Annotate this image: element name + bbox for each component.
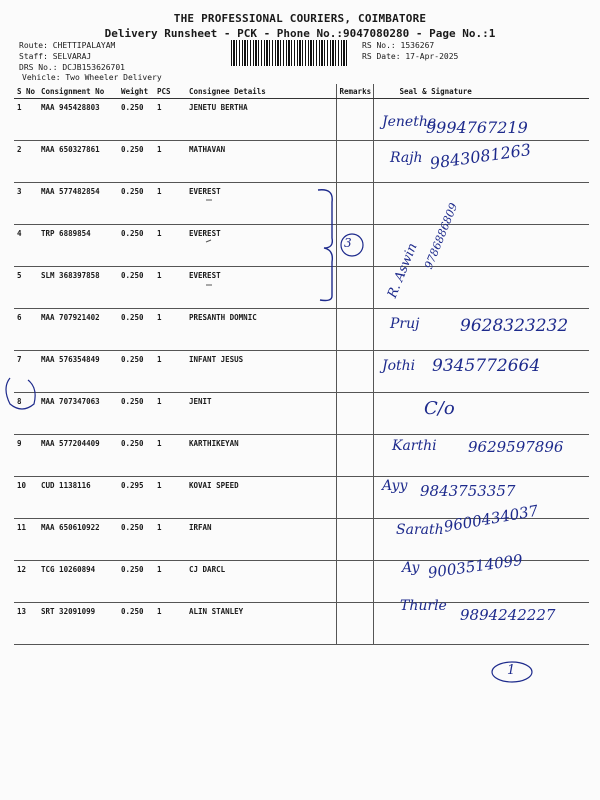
col-header-signature: Seal & Signature xyxy=(373,84,589,99)
row-consignment-no: CUD 1138116 xyxy=(38,477,118,519)
runsheet-company-title: THE PROFESSIONAL COURIERS, COIMBATORE xyxy=(173,12,427,25)
row-pcs: 1 xyxy=(154,99,186,141)
rotated-phone: 9786886809 xyxy=(421,201,461,271)
rs-number: RS No.: 1536267 xyxy=(362,41,435,50)
row-pcs: 1 xyxy=(154,603,186,645)
row12-signature: Ay xyxy=(402,560,420,576)
row-weight: 0.250 xyxy=(118,225,154,267)
row-consignee: INFANT JESUS xyxy=(186,351,336,393)
bracket-mark xyxy=(318,190,332,301)
row-sno: 4 xyxy=(14,225,38,267)
row-sno: 13 xyxy=(14,603,38,645)
route-label: Route: CHETTIPALAYAM xyxy=(19,41,116,50)
row-consignee: KOVAI SPEED xyxy=(186,477,336,519)
row-pcs: 1 xyxy=(154,519,186,561)
row7-phone: 9345772664 xyxy=(432,356,541,376)
row-pcs: 1 xyxy=(154,561,186,603)
row11-signature: Sarath xyxy=(396,522,444,538)
row-pcs: 1 xyxy=(154,225,186,267)
row-consignee: ALIN STANLEY xyxy=(186,603,336,645)
col-header-weight: Weight xyxy=(118,84,154,99)
row-consignee: EVEREST xyxy=(186,225,336,267)
row-consignment-no: MAA 576354849 xyxy=(38,351,118,393)
row-pcs: 1 xyxy=(154,477,186,519)
row-consignment-no: MAA 650327861 xyxy=(38,141,118,183)
row1-signature: Jenethe xyxy=(382,114,437,130)
row12-phone: 9003514099 xyxy=(426,550,524,582)
col-header-sno: S No xyxy=(14,84,38,99)
row13-signature: Thurle xyxy=(400,598,447,614)
row-pcs: 1 xyxy=(154,183,186,225)
row-weight: 0.250 xyxy=(118,393,154,435)
page-mark: 1 xyxy=(507,663,516,678)
runsheet-subtitle: Delivery Runsheet - PCK - Phone No.:9047080280 - Page No.:1 xyxy=(104,27,496,40)
row-sno: 11 xyxy=(14,519,38,561)
row-pcs: 1 xyxy=(154,309,186,351)
row-consignment-no: TRP 6889854 xyxy=(38,225,118,267)
row-weight: 0.250 xyxy=(118,351,154,393)
row7-signature: Jothi xyxy=(382,358,416,374)
row-consignment-no: MAA 707921402 xyxy=(38,309,118,351)
row-consignee: MATHAVAN xyxy=(186,141,336,183)
col-header-remarks: Remarks xyxy=(336,84,373,99)
row6-signature: Pruj xyxy=(390,316,420,332)
row6-phone: 9628323232 xyxy=(460,316,569,336)
row-sno: 2 xyxy=(14,141,38,183)
row-consignment-no: MAA 707347063 xyxy=(38,393,118,435)
row-consignment-no: MAA 650610922 xyxy=(38,519,118,561)
row-sno: 7 xyxy=(14,351,38,393)
row-consignee: JENETU BERTHA xyxy=(186,99,336,141)
row9-phone: 9629597896 xyxy=(468,438,564,456)
vehicle-label: Vehicle: Two Wheeler Delivery xyxy=(22,73,162,82)
row10-signature: Ayy xyxy=(382,478,408,494)
row-pcs: 1 xyxy=(154,393,186,435)
row2-signature: Rajh xyxy=(390,150,423,166)
row-consignment-no: MAA 945428803 xyxy=(38,99,118,141)
rotated-signature: R. Aswin xyxy=(385,241,421,301)
row-sno: 8 xyxy=(14,393,38,435)
col-header-consignee: Consignee Details xyxy=(186,84,336,99)
row-weight: 0.250 xyxy=(118,603,154,645)
col-header-pcs: PCS xyxy=(154,84,186,99)
row-sno: 3 xyxy=(14,183,38,225)
row-sno: 5 xyxy=(14,267,38,309)
row-weight: 0.250 xyxy=(118,519,154,561)
row-consignee: JENIT xyxy=(186,393,336,435)
row-consignment-no: SLM 368397858 xyxy=(38,267,118,309)
row-sno: 12 xyxy=(14,561,38,603)
row-consignee: PRESANTH DOMNIC xyxy=(186,309,336,351)
row-consignment-no: SRT 32091099 xyxy=(38,603,118,645)
row-consignment-no: MAA 577482854 xyxy=(38,183,118,225)
staff-label: Staff: SELVARAJ xyxy=(19,52,92,61)
row-weight: 0.295 xyxy=(118,477,154,519)
row-sno: 9 xyxy=(14,435,38,477)
row8-circle xyxy=(6,378,35,409)
col-header-consignment: Consignment No xyxy=(38,84,118,99)
row-pcs: 1 xyxy=(154,267,186,309)
drs-number: DRS No.: DCJB153626701 xyxy=(19,63,125,72)
rs-date: RS Date: 17-Apr-2025 xyxy=(362,52,459,61)
row-weight: 0.250 xyxy=(118,561,154,603)
row-pcs: 1 xyxy=(154,351,186,393)
row2-phone: 9843081263 xyxy=(428,139,533,173)
row-weight: 0.250 xyxy=(118,309,154,351)
row1-phone: 9994767219 xyxy=(426,118,528,137)
row-sno: 10 xyxy=(14,477,38,519)
row-consignee: IRFAN xyxy=(186,519,336,561)
row-pcs: 1 xyxy=(154,435,186,477)
row10-phone: 9843753357 xyxy=(420,482,516,500)
row-weight: 0.250 xyxy=(118,141,154,183)
row-weight: 0.250 xyxy=(118,435,154,477)
row-pcs: 1 xyxy=(154,141,186,183)
row13-phone: 9894242227 xyxy=(460,606,556,624)
row-consignee: CJ DARCL xyxy=(186,561,336,603)
row11-phone: 9600434037 xyxy=(442,501,540,536)
row-consignee: KARTHIKEYAN xyxy=(186,435,336,477)
row9-signature: Karthi xyxy=(392,438,437,454)
row-weight: 0.250 xyxy=(118,183,154,225)
row-weight: 0.250 xyxy=(118,267,154,309)
row-weight: 0.250 xyxy=(118,99,154,141)
row8-note: C/o xyxy=(424,398,455,419)
consignee-ticks xyxy=(206,200,212,285)
row-consignment-no: MAA 577204409 xyxy=(38,435,118,477)
row-consignment-no: TCG 10260894 xyxy=(38,561,118,603)
row-sno: 6 xyxy=(14,309,38,351)
row-consignee: EVEREST xyxy=(186,267,336,309)
bracket-number: 3 xyxy=(344,236,352,250)
row-sno: 1 xyxy=(14,99,38,141)
row-consignee: EVEREST xyxy=(186,183,336,225)
